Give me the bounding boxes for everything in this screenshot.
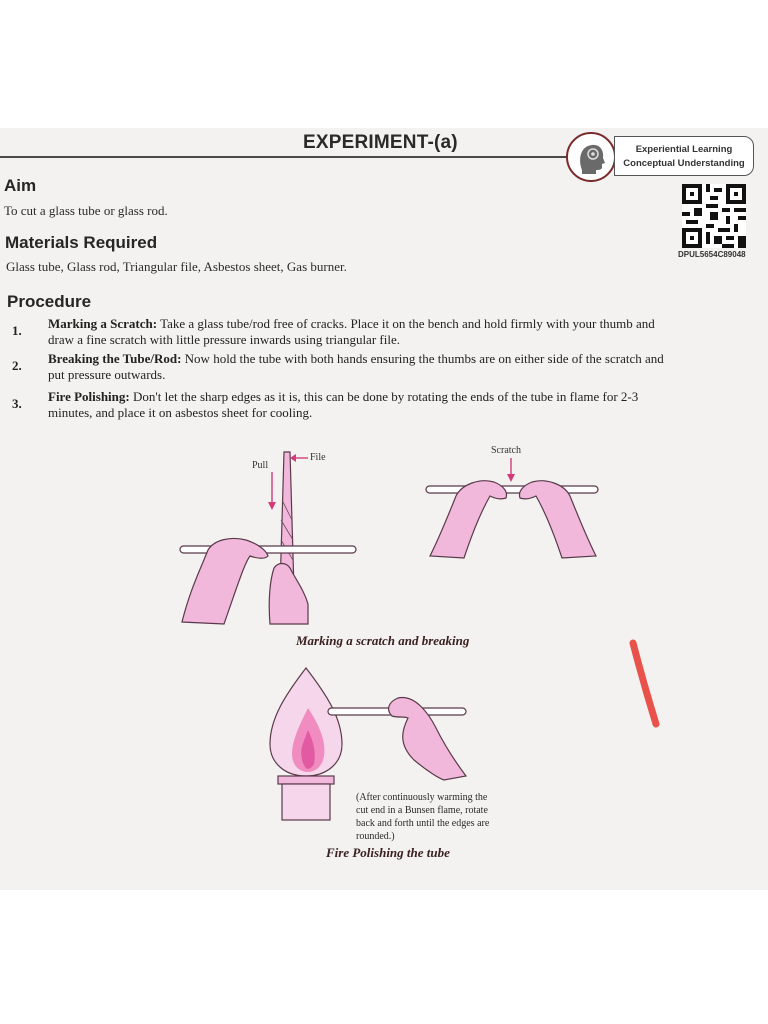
note-line: (After continuously warming the <box>356 792 488 803</box>
materials-text: Glass tube, Glass rod, Triangular file, Asbestos sheet, Gas burner. <box>6 259 347 274</box>
step-number: 3. <box>12 396 22 411</box>
procedure-heading: Procedure <box>7 292 92 311</box>
step-line: put pressure outwards. <box>48 367 166 382</box>
note-line: rounded.) <box>356 831 395 842</box>
step-line: Take a glass tube/rod free of cracks. Place it on the bench and hold firmly with your thumb and <box>160 316 655 331</box>
badge-line-2: Conceptual Understanding <box>623 158 745 169</box>
file-label: File <box>310 452 326 463</box>
pull-label: Pull <box>252 460 269 471</box>
note-line: back and forth until the edges are <box>356 818 490 829</box>
caption-fire-polishing: Fire Polishing the tube <box>326 845 450 860</box>
step-number: 2. <box>12 358 22 373</box>
caption-marking: Marking a scratch and breaking <box>296 633 470 648</box>
experiment-title: EXPERIMENT-(a) <box>303 132 458 153</box>
materials-heading: Materials Required <box>5 233 158 252</box>
scratch-label: Scratch <box>491 445 521 456</box>
badge-line-1: Experiential Learning <box>635 144 733 155</box>
step-title: Fire Polishing: <box>48 389 130 404</box>
step-line: Now hold the tube with both hands ensuring the thumbs are on either side of the scratch and <box>184 351 664 366</box>
step-title: Marking a Scratch: <box>48 316 158 331</box>
step-number: 1. <box>12 323 22 338</box>
qr-code-id: DPUL5654C89048 <box>678 250 746 259</box>
aim-text: To cut a glass tube or glass rod. <box>4 203 168 218</box>
step-line: Don't let the sharp edges as it is, this can be done by rotating the ends of the tube in flame for 2-3 <box>132 389 639 404</box>
aim-heading: Aim <box>4 176 37 195</box>
step-line: draw a fine scratch with little pressure inwards using triangular file. <box>48 332 400 347</box>
note-line: cut end in a Bunsen flame, rotate <box>356 805 488 816</box>
step-line: minutes, and place it on asbestos sheet for cooling. <box>48 405 313 420</box>
step-title: Breaking the Tube/Rod: <box>48 351 182 366</box>
